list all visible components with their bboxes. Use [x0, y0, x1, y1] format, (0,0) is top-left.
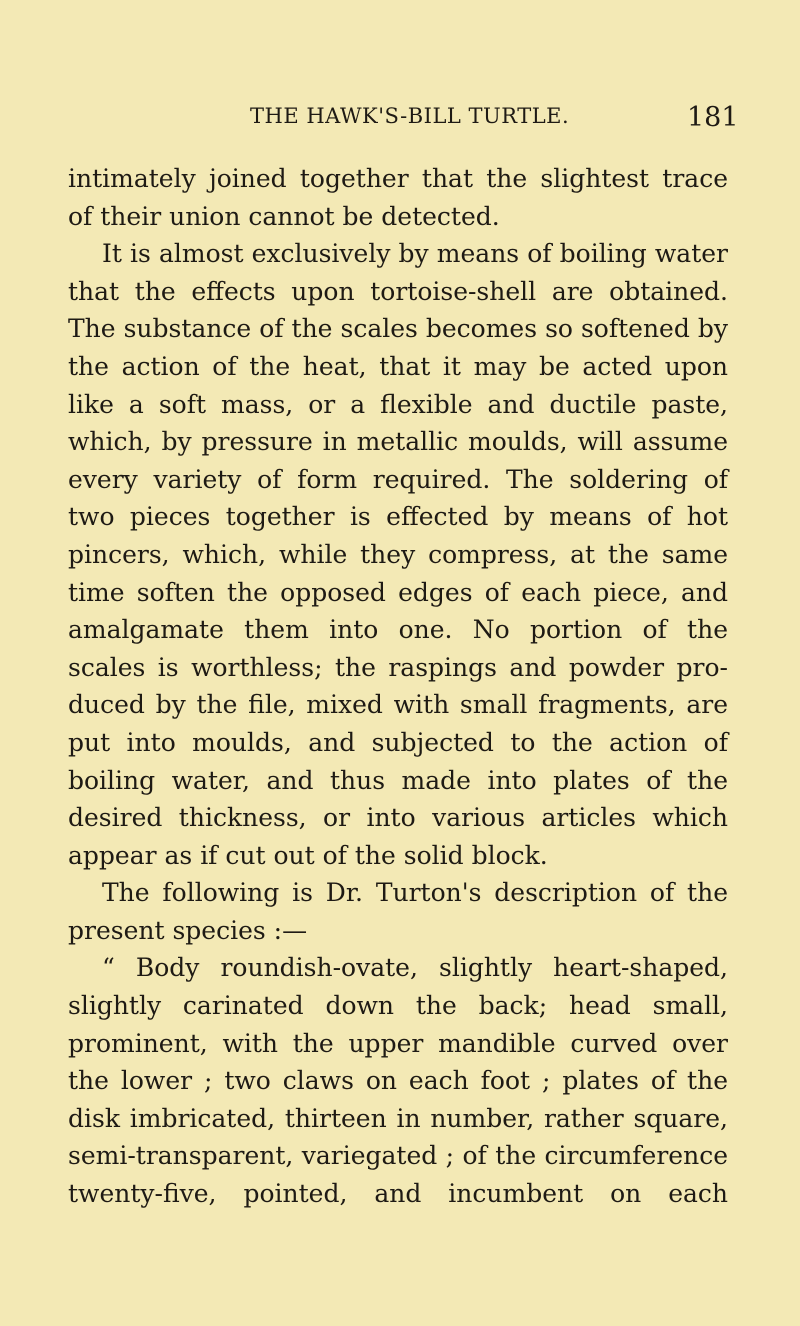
page-header — [0, 104, 800, 140]
text-line: time soften the opposed edges of each piece, and — [68, 577, 728, 607]
text-line: every variety of form required. The soldering of — [68, 464, 728, 494]
text-line: put into moulds, and subjected to the action of — [68, 727, 728, 757]
text-line: which, by pressure in metallic moulds, will assume — [68, 427, 728, 457]
text-line: It is almost exclusively by means of boiling water — [102, 239, 728, 269]
text-line: scales is worthless; the raspings and powder pro- — [68, 652, 728, 682]
text-line: desired thickness, or into various articles which — [68, 803, 728, 833]
text-line: pincers, which, while they compress, at the same — [68, 539, 728, 569]
text-line: like a soft mass, or a flexible and ductile paste, — [68, 389, 728, 419]
text-line: the action of the heat, that it may be acted upon — [68, 351, 728, 381]
page-number: 181 — [687, 102, 739, 133]
text-line: slightly carinated down the back; head small, — [68, 991, 728, 1021]
text-line: the lower ; two claws on each foot ; plates of the — [68, 1066, 728, 1096]
text-line: “ Body roundish-ovate, slightly heart-shaped, — [102, 953, 728, 983]
body-text — [68, 160, 728, 1213]
text-line: semi-transparent, variegated ; of the circumference — [68, 1141, 728, 1171]
running-head: THE HAWK'S-BILL TURTLE. — [250, 104, 570, 128]
text-line: two pieces together is effected by means of hot — [68, 502, 728, 532]
text-line: present species :— — [68, 915, 308, 945]
text-line: twenty-five, pointed, and incumbent on each — [68, 1179, 728, 1209]
text-line: disk imbricated, thirteen in number, rather square, — [68, 1103, 728, 1133]
text-line: The following is Dr. Turton's description of the — [102, 878, 728, 908]
text-line: intimately joined together that the slightest trace — [68, 164, 728, 193]
text-line: prominent, with the upper mandible curved over — [68, 1028, 728, 1058]
text-line: of their union cannot be detected. — [68, 201, 500, 231]
text-line: that the effects upon tortoise-shell are obtained. — [68, 276, 728, 306]
text-line: appear as if cut out of the solid block. — [68, 840, 548, 870]
text-line: duced by the file, mixed with small fragments, are — [68, 690, 728, 720]
text-line: The substance of the scales becomes so softened by — [68, 314, 728, 344]
text-line: boiling water, and thus made into plates of the — [68, 765, 728, 795]
text-line: amalgamate them into one. No portion of the — [68, 615, 728, 645]
